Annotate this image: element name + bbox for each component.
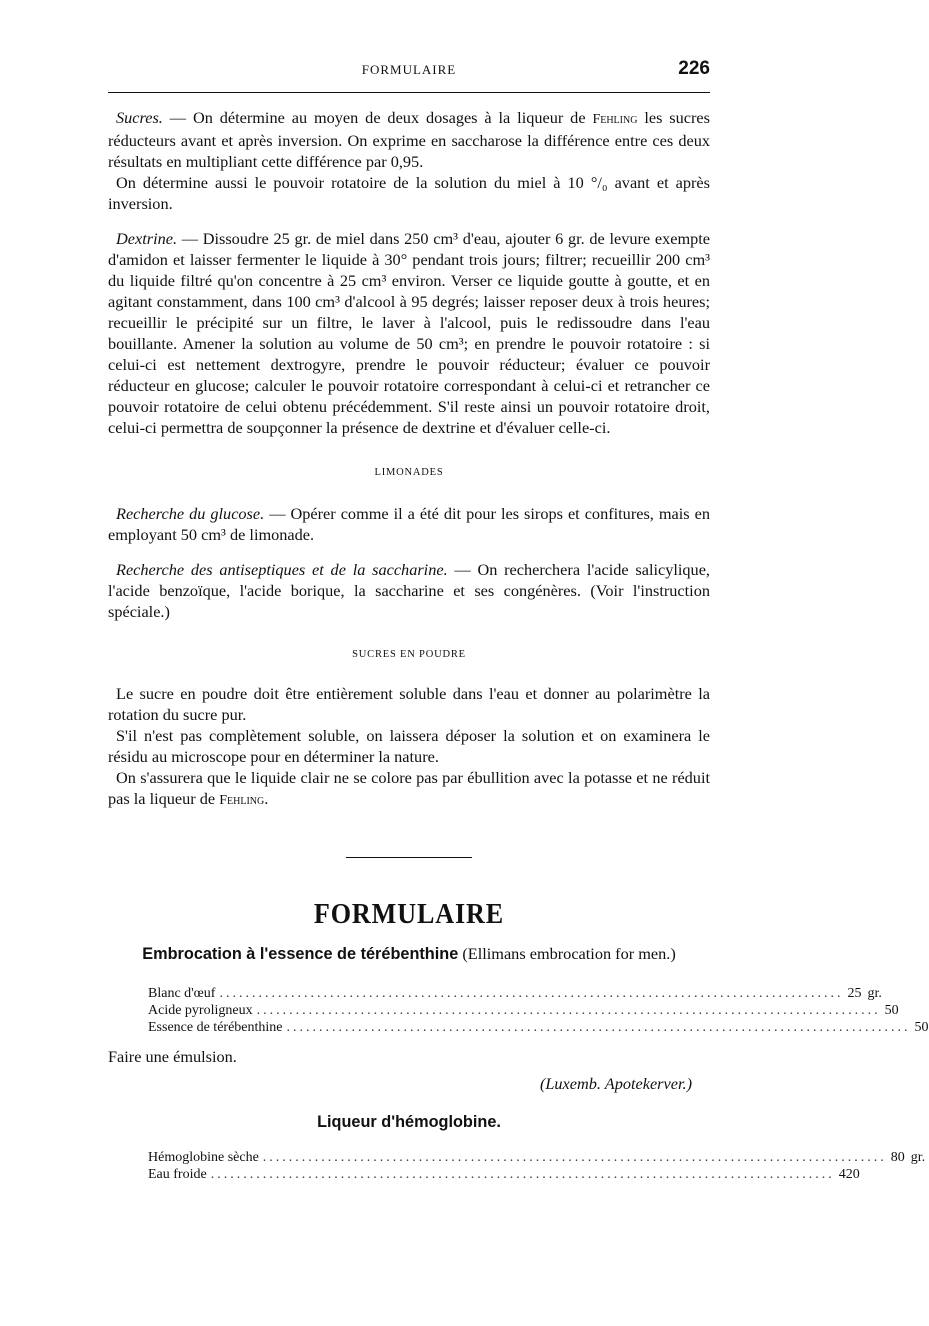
formulaire-title: FORMULAIRE <box>313 898 505 930</box>
sucres-text-a: — On détermine au moyen de deux dosages à la liqueur de <box>162 108 593 127</box>
ingredient-qty: 50 <box>884 1003 899 1018</box>
paragraph-sucres <box>108 107 710 172</box>
paragraph-recherche-antiseptiques <box>108 559 710 622</box>
ingredient-qty: 25 <box>847 986 862 1001</box>
ingredient-list-hemoglobine <box>148 1149 926 1183</box>
ingredient-name: Essence de térébenthine <box>148 1020 283 1035</box>
ingredient-unit: gr. <box>910 1150 926 1165</box>
antiseptiques-title: Recherche des antiseptiques et de la saccharine. <box>116 560 448 579</box>
ingredient-name: Hémoglobine sèche <box>148 1150 259 1165</box>
ingredient-qty: 50 <box>914 1020 929 1035</box>
section-divider <box>346 857 472 858</box>
ingredient-list-embrocation <box>148 985 929 1036</box>
dextrine-text: — Dissoudre 25 gr. de miel dans 250 cm³ d'eau, ajouter 6 gr. de levure exempte d'amidon et laisser fermenter le liquide à 30° pendant trois jours; filtrer; recueillir 200 cm³ du liquide filtré qu'on concentre à 25 cm³ environ. Verser ce liquide goutte à goutte, et en agitant constamment, dans 100 cm³ d'alcool à 95 degrés; laisser reposer deux à trois heures; recueillir le précipité sur un filtre, le laver à l'alcool, puis le redissoudre dans l'eau bouillante. Amener la solution au volume de 50 cm³; en prendre le pouvoir rotatoire : si celui-ci est nettement dextrogyre, prendre le pouvoir réducteur; évaluer ce pouvoir réducteur en glucose; calculer le pouvoir rotatoire correspondant à celui-ci et retrancher ce pouvoir rotatoire de celui obtenu précédemment. S'il reste ainsi un pouvoir rotatoire droit, celui-ci permettra de soupçonner la présence de dextrine et d'évaluer celle-ci. <box>108 229 710 437</box>
page-content <box>108 107 929 1183</box>
ingredient-qty: 420 <box>838 1167 860 1182</box>
ingredient-row <box>148 985 882 1002</box>
ingredient-row <box>148 1019 929 1036</box>
recipe-heading-hemoglobine: Liqueur d'hémoglobine. <box>317 1113 501 1131</box>
ingredient-name: Blanc d'œuf <box>148 986 216 1001</box>
recipe-heading-embrocation <box>108 943 710 965</box>
recipe-subtitle: (Ellimans embrocation for men.) <box>458 944 676 963</box>
fehling-name: Fehling <box>592 112 638 127</box>
section-heading-limonades: LIMONADES <box>374 467 444 478</box>
paragraph-pouvoir-rotatoire: On détermine aussi le pouvoir rotatoire de la solution du miel à 10 °/₀ avant et après inversion. <box>108 173 710 213</box>
ingredient-unit: gr. <box>867 986 882 1001</box>
glucose-title: Recherche du glucose. <box>116 504 265 523</box>
dot-leader: ................................................................................................ <box>210 1167 835 1182</box>
sucres-title: Sucres. <box>116 108 163 127</box>
ingredient-row <box>148 1002 899 1019</box>
ingredient-qty: 80 <box>890 1150 905 1165</box>
ingredient-row <box>148 1166 860 1183</box>
potasse-text-a: On s'assurera que le liquide clair ne se colore pas par ébullition avec la potasse et ne réduit pas la liqueur de <box>108 768 710 808</box>
ingredient-name: Eau froide <box>148 1167 207 1182</box>
section-heading-sucres-poudre: SUCRES EN POUDRE <box>352 649 466 660</box>
page-header <box>108 56 710 93</box>
paragraph-dextrine <box>108 228 710 438</box>
paragraph-sucre-soluble: Le sucre en poudre doit être entièrement soluble dans l'eau et donner au polarimètre la rotation du sucre pur. <box>108 684 710 724</box>
glucose-text: — Opérer comme il a été dit pour les sirops et confitures, mais en employant 50 cm³ de limonade. <box>108 504 710 544</box>
page-number: 226 <box>678 58 710 79</box>
fehling-name: Fehling <box>219 793 265 808</box>
paragraph-recherche-glucose <box>108 503 710 545</box>
dextrine-title: Dextrine. <box>116 229 178 248</box>
potasse-text-b: . <box>264 789 269 808</box>
ingredient-name: Acide pyroligneux <box>148 1003 253 1018</box>
recipe-instruction: Faire une émulsion. <box>108 1047 237 1066</box>
dot-leader: ................................................................................................ <box>286 1020 911 1035</box>
dot-leader: ................................................................................................ <box>219 986 844 1001</box>
recipe-source <box>108 1073 710 1094</box>
page <box>108 56 929 1183</box>
running-title: FORMULAIRE <box>361 62 457 77</box>
dot-leader: ................................................................................................ <box>256 1003 881 1018</box>
recipe-title: Embrocation à l'essence de térébenthine <box>142 945 459 963</box>
sucres-text-b: les sucres réducteurs avant et après inversion. On exprime en saccharose la différence entre ces deux résultats en multipliant cette différence par 0,95. <box>108 108 710 171</box>
paragraph-potasse <box>108 767 710 811</box>
recipe-source-text: (Luxemb. Apotekerver.) <box>539 1074 692 1093</box>
dot-leader: ................................................................................................ <box>262 1150 887 1165</box>
antiseptiques-text: — On recherchera l'acide salicylique, l'acide benzoïque, l'acide borique, la saccharine et ses congénères. (Voir l'instruction spéciale.) <box>108 560 710 621</box>
ingredient-row <box>148 1149 926 1166</box>
paragraph-residu: S'il n'est pas complètement soluble, on laissera déposer la solution et on examinera le résidu au microscope pour en déterminer la nature. <box>108 726 710 766</box>
